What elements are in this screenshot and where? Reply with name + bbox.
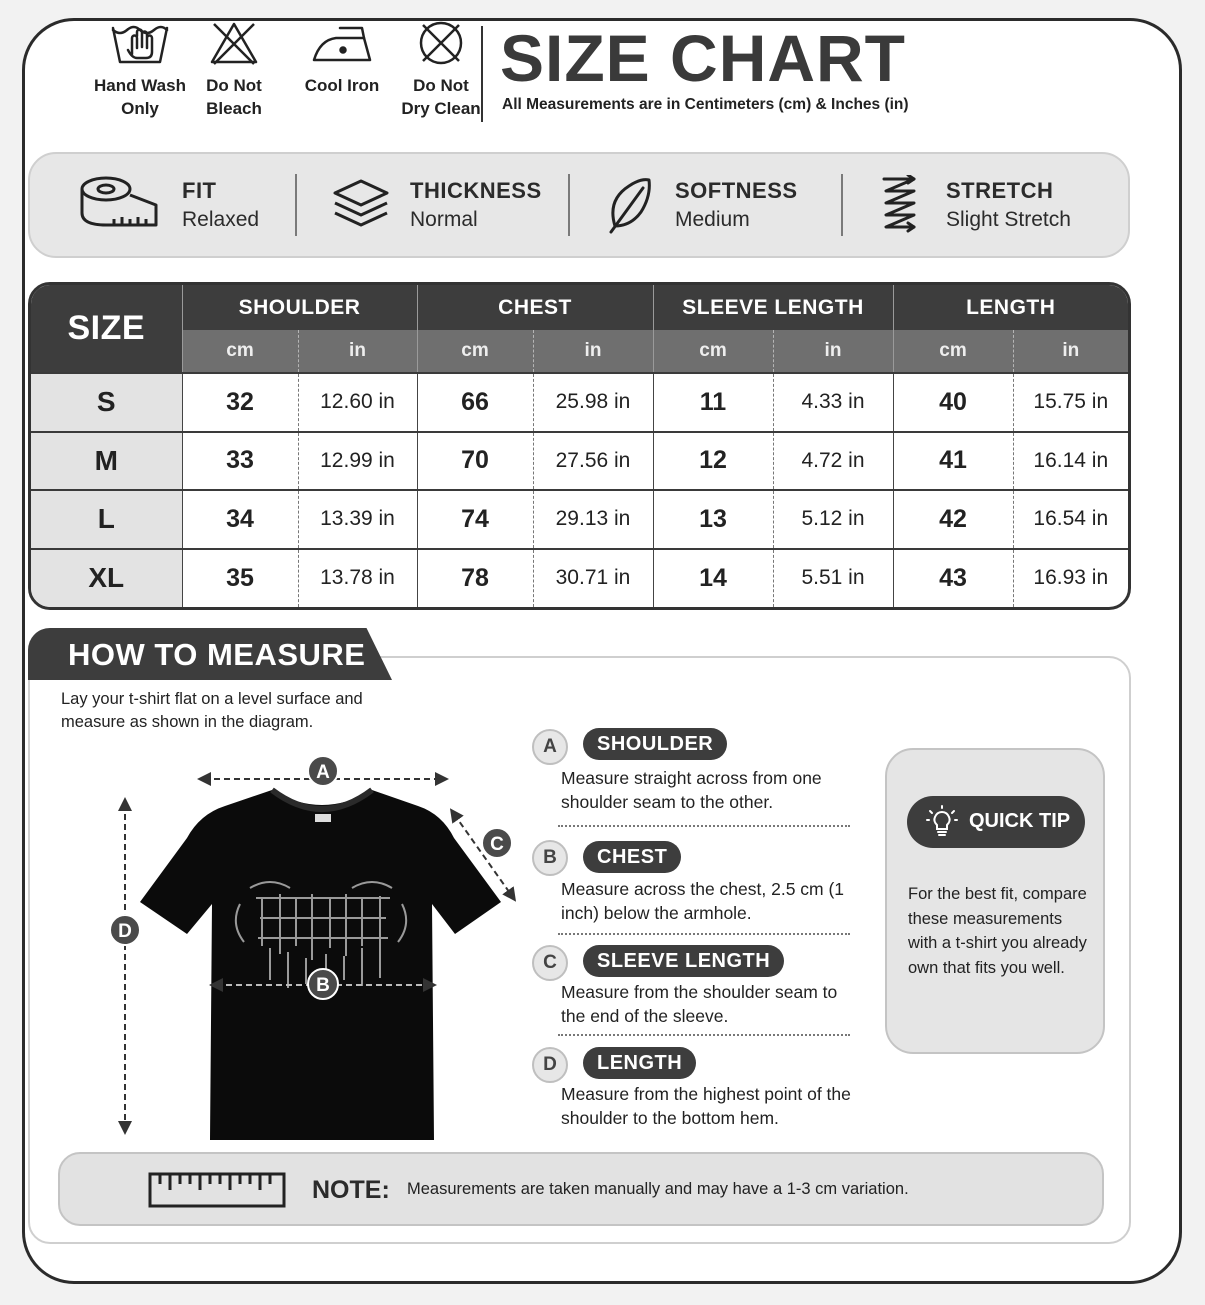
inch-value-cell: 16.93 in [1013, 549, 1128, 608]
attribute-key: THICKNESS [410, 178, 542, 203]
inch-value-cell: 13.78 in [298, 549, 417, 608]
cm-value-cell: 35 [182, 549, 298, 608]
step-desc-length: Measure from the highest point of the shoulder to the bottom hem. [561, 1084, 851, 1128]
group-header-chest: CHEST [417, 285, 653, 330]
size-cell: S [31, 373, 182, 432]
attribute-softness [605, 154, 798, 256]
note-label: NOTE: [312, 1176, 390, 1204]
care-no-bleach [188, 20, 280, 120]
quick-tip-header [907, 796, 1085, 848]
size-cell: M [31, 432, 182, 491]
attribute-key: STRETCH [946, 178, 1054, 203]
cm-value-cell: 42 [893, 490, 1013, 549]
care-cool-iron [293, 20, 391, 97]
cm-value-cell: 33 [182, 432, 298, 491]
step-desc-sleeve-length: Measure from the shoulder seam to the end of the sleeve. [561, 982, 838, 1026]
table-row [31, 373, 1128, 432]
step-title-sleeve-length: SLEEVE LENGTH [583, 945, 784, 977]
unit-header: in [298, 330, 417, 373]
inch-value-cell: 16.54 in [1013, 490, 1128, 549]
how-to-measure-intro: Lay your t-shirt flat on a level surface and measure as shown in the diagram. [61, 690, 363, 731]
leaf-icon [605, 176, 653, 234]
cool-iron-icon [310, 20, 374, 66]
attribute-divider [568, 174, 570, 236]
tshirt-diagram [90, 748, 530, 1148]
cm-value-cell: 41 [893, 432, 1013, 491]
layers-icon [332, 177, 390, 233]
group-header-length: LENGTH [893, 285, 1128, 330]
inch-value-cell: 5.51 in [773, 549, 893, 608]
note-text: Measurements are taken manually and may have a 1-3 cm variation. [407, 1180, 909, 1198]
attribute-thickness [332, 154, 542, 256]
group-header-sleeve-length: SLEEVE LENGTH [653, 285, 893, 330]
unit-header: cm [182, 330, 298, 373]
note-bar [58, 1152, 1104, 1226]
quick-tip-text: For the best fit, compare these measurements with a t-shirt you already own that fits you well. [908, 885, 1087, 977]
cm-value-cell: 12 [653, 432, 773, 491]
care-hand-wash [93, 20, 187, 120]
quick-tip-title: QUICK TIP [969, 810, 1071, 832]
step-desc-chest: Measure across the chest, 2.5 cm (1 inch) below the armhole. [561, 879, 845, 923]
step-separator [558, 933, 850, 935]
attribute-value: Medium [675, 208, 750, 231]
inch-value-cell: 27.56 in [533, 432, 653, 491]
attribute-divider [295, 174, 297, 236]
tshirt-illustration [140, 790, 501, 1140]
inch-value-cell: 13.39 in [298, 490, 417, 549]
inch-value-cell: 15.75 in [1013, 373, 1128, 432]
quick-tip-card [885, 748, 1105, 1054]
inch-value-cell: 4.33 in [773, 373, 893, 432]
care-label: Hand Wash Only [94, 76, 186, 118]
step-separator [558, 825, 850, 827]
size-column-header: SIZE [31, 285, 182, 373]
attribute-value: Relaxed [182, 208, 260, 231]
cm-value-cell: 34 [182, 490, 298, 549]
diagram-marker-a: A [316, 762, 330, 783]
attribute-stretch [880, 154, 1071, 256]
inch-value-cell: 12.99 in [298, 432, 417, 491]
inch-value-cell: 5.12 in [773, 490, 893, 549]
page-subtitle: All Measurements are in Centimeters (cm) & Inches (in) [502, 96, 909, 113]
inch-value-cell: 25.98 in [533, 373, 653, 432]
cm-value-cell: 32 [182, 373, 298, 432]
inch-value-cell: 30.71 in [533, 549, 653, 608]
page-title: SIZE CHART [500, 21, 906, 95]
step-badge-b: B [532, 840, 568, 876]
diagram-marker-d: D [118, 921, 132, 942]
size-cell: XL [31, 549, 182, 608]
table-row [31, 490, 1128, 549]
unit-header: in [773, 330, 893, 373]
no-dry-clean-icon [415, 20, 467, 66]
cm-value-cell: 11 [653, 373, 773, 432]
cm-value-cell: 14 [653, 549, 773, 608]
table-row [31, 549, 1128, 608]
attribute-fit [80, 154, 259, 256]
care-label: Cool Iron [304, 76, 380, 95]
unit-header: cm [417, 330, 533, 373]
inch-value-cell: 4.72 in [773, 432, 893, 491]
no-bleach-icon [208, 20, 260, 66]
step-title-chest: CHEST [583, 841, 681, 873]
inch-value-cell: 16.14 in [1013, 432, 1128, 491]
care-label: Do Not Dry Clean [401, 76, 481, 118]
cm-value-cell: 74 [417, 490, 533, 549]
attribute-value: Normal [410, 208, 478, 231]
hand-wash-icon [110, 20, 170, 66]
step-title-length: LENGTH [583, 1047, 696, 1079]
fabric-attributes-bar [28, 152, 1130, 258]
attribute-divider [841, 174, 843, 236]
care-label: Do Not Bleach [206, 76, 262, 118]
inch-value-cell: 12.60 in [298, 373, 417, 432]
step-separator [558, 1034, 850, 1036]
group-header-shoulder: SHOULDER [182, 285, 417, 330]
unit-header: cm [653, 330, 773, 373]
how-to-measure-title: HOW TO MEASURE [68, 637, 366, 672]
ruler-icon [148, 1172, 286, 1208]
diagram-marker-b: B [316, 975, 330, 996]
attribute-key: SOFTNESS [675, 178, 798, 203]
cm-value-cell: 66 [417, 373, 533, 432]
tape-measure-icon [80, 175, 160, 235]
size-cell: L [31, 490, 182, 549]
cm-value-cell: 43 [893, 549, 1013, 608]
attribute-value: Slight Stretch [946, 208, 1071, 231]
lightbulb-icon [925, 805, 959, 839]
attribute-key: FIT [182, 178, 217, 203]
step-title-shoulder: SHOULDER [583, 728, 727, 760]
tshirt-tag [315, 814, 331, 822]
cm-value-cell: 13 [653, 490, 773, 549]
cm-value-cell: 70 [417, 432, 533, 491]
unit-header: in [1013, 330, 1128, 373]
header-divider [481, 26, 483, 122]
step-desc-shoulder: Measure straight across from one shoulder seam to the other. [561, 768, 822, 812]
care-no-dry-clean [391, 20, 491, 120]
size-table [28, 282, 1131, 610]
diagram-marker-c: C [490, 834, 504, 855]
cm-value-cell: 40 [893, 373, 1013, 432]
inch-value-cell: 29.13 in [533, 490, 653, 549]
step-badge-a: A [532, 729, 568, 765]
unit-header: in [533, 330, 653, 373]
table-row [31, 432, 1128, 491]
spring-icon [880, 175, 920, 235]
unit-header: cm [893, 330, 1013, 373]
cm-value-cell: 78 [417, 549, 533, 608]
step-badge-d: D [532, 1047, 568, 1083]
step-badge-c: C [532, 945, 568, 981]
